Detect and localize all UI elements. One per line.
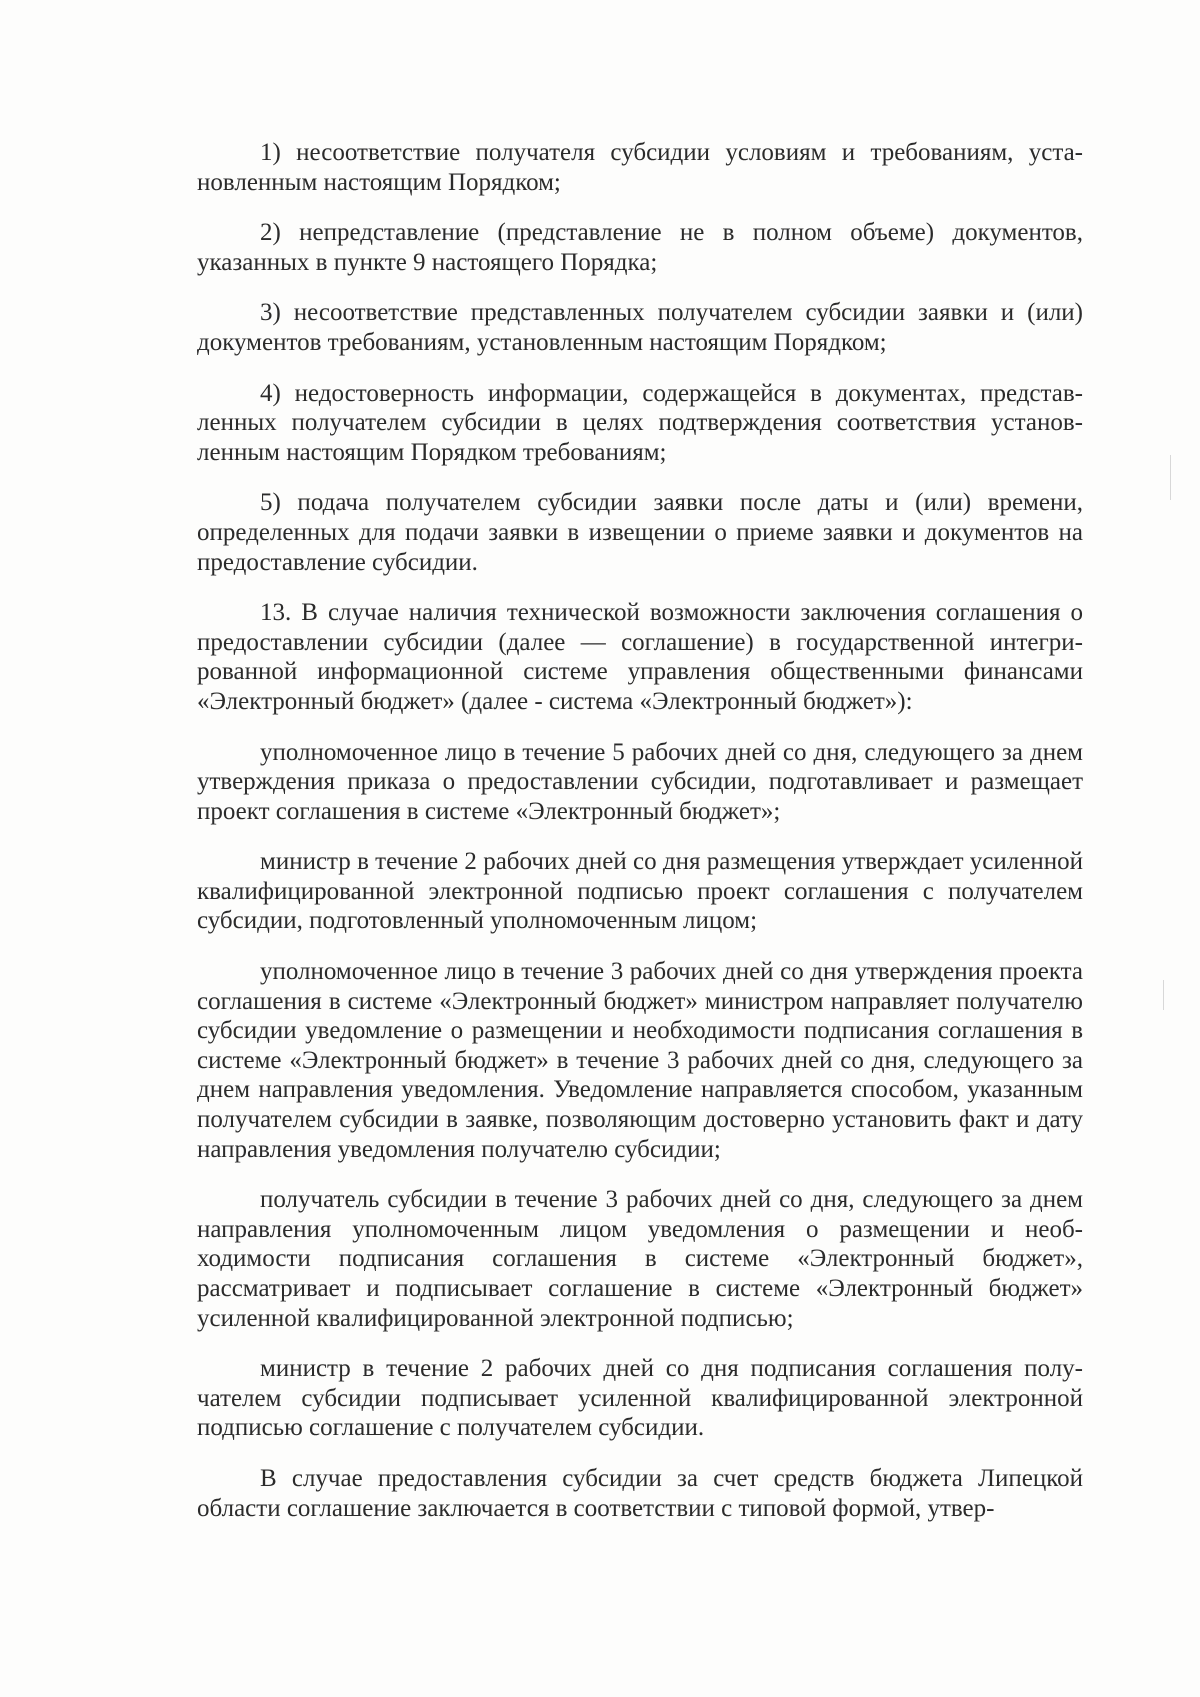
paragraph-item-1: 1) несоответствие получателя субсидии условиям и требованиям, установленным настоящим Порядком; bbox=[197, 139, 1083, 196]
scan-edge-mark bbox=[1163, 980, 1164, 1010]
paragraph-authorized-person: уполномоченное лицо в течение 5 рабочих дней со дня, следующего за днем утверждения приказа о предоставлении субсидии, подготавливает и размещает проект соглашения в системе «Электронный бюджет»; bbox=[197, 738, 1083, 825]
paragraph-minister-approval: министр в течение 2 рабочих дней со дня размещения утверждает усиленной квалифицированной электронной подписью проект соглашения с получателем субсидии, подготовленный уполномоченным лицом; bbox=[197, 848, 1083, 935]
paragraph-recipient-signing: получатель субсидии в течение 3 рабочих дней со дня, следующего за днем направления уполномоченным лицом уведомления о размещении и необходимости подписания соглашения в системе «Электронный бюджет», рассматривает и подписывает соглашение в системе «Электронный бюджет» усиленной квалифицированной электронной подписью; bbox=[197, 1186, 1083, 1332]
paragraph-item-3: 3) несоответствие представленных получателем субсидии заявки и (или) документов требованиям, установленным настоящим Порядком; bbox=[197, 299, 1083, 356]
paragraph-clause-13: 13. В случае наличия технической возможности заключения соглашения о предоставлении субсидии (далее — соглашение) в государственной интегрированной информационной системе управления общественными финансами «Электронный бюджет» (далее - система «Электронный бюджет»): bbox=[197, 599, 1083, 715]
paragraph-regional-budget: В случае предоставления субсидии за счет средств бюджета Липецкой области соглашение заключается в соответствии с типовой формой, утвер- bbox=[197, 1464, 1083, 1522]
paragraph-item-5: 5) подача получателем субсидии заявки после даты и (или) времени, определенных для подачи заявки в извещении о приеме заявки и документов на предоставление субсидии. bbox=[197, 489, 1083, 576]
scan-edge-mark bbox=[1170, 455, 1171, 500]
paragraph-item-4: 4) недостоверность информации, содержащейся в документах, представленных получателем субсидии в целях подтверждения соответствия установленным настоящим Порядком требованиям; bbox=[197, 379, 1083, 466]
paragraph-minister-signing: министр в течение 2 рабочих дней со дня подписания соглашения получателем субсидии подписывает усиленной квалифицированной электронной подписью соглашение с получателем субсидии. bbox=[197, 1355, 1083, 1442]
paragraph-item-2: 2) непредставление (представление не в полном объеме) документов, указанных в пункте 9 настоящего Порядка; bbox=[197, 219, 1083, 276]
document-body bbox=[197, 138, 1083, 1523]
paragraph-notification: уполномоченное лицо в течение 3 рабочих дней со дня утверждения проекта соглашения в системе «Электронный бюджет» министром направляет получателю субсидии уведомление о размещении и необходимости подписания соглашения в системе «Электронный бюджет» в течение 3 рабочих дней со дня, следующего за днем направления уведомления. Уведомление направляется способом, указанным получателем субсидии в заявке, позволяющим достоверно установить факт и дату направления уведомления получателю субсидии; bbox=[197, 958, 1083, 1163]
